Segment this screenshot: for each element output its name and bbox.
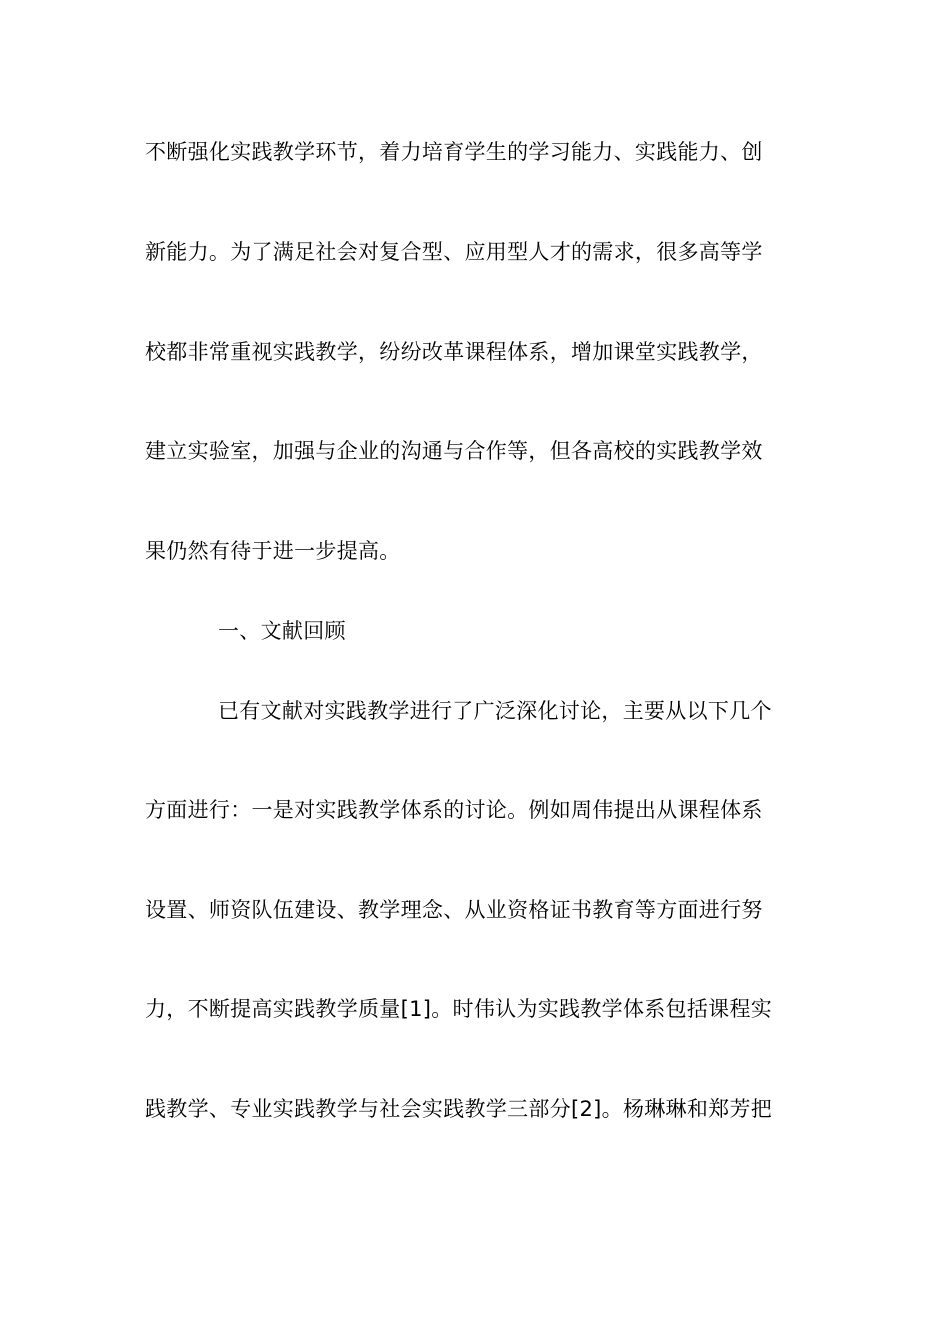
body-text-line: 校都非常重视实践教学，纷纷改革课程体系，增加课堂实践教学， xyxy=(145,340,763,364)
body-text-line: 方面进行：一是对实践教学体系的讨论。例如周伟提出从课程体系 xyxy=(145,798,763,822)
body-text-line: 力，不断提高实践教学质量[1]。时伟认为实践教学体系包括课程实 xyxy=(145,997,773,1021)
paragraph-first-line: 已有文献对实践教学进行了广泛深化讨论，主要从以下几个 xyxy=(218,699,772,723)
body-text-line: 果仍然有待于进一步提高。 xyxy=(145,539,401,563)
body-text-line: 设置、师资队伍建设、教学理念、从业资格证书教育等方面进行努 xyxy=(145,898,763,922)
body-text-line: 新能力。为了满足社会对复合型、应用型人才的需求，很多高等学 xyxy=(145,240,763,264)
body-text-line: 不断强化实践教学环节，着力培育学生的学习能力、实践能力、创 xyxy=(145,140,763,164)
body-text-line: 践教学、专业实践教学与社会实践教学三部分[2]。杨琳琳和郑芳把 xyxy=(145,1097,773,1121)
body-text-line: 建立实验室，加强与企业的沟通与合作等，但各高校的实践教学效 xyxy=(145,439,763,463)
section-heading: 一、文献回顾 xyxy=(218,619,346,643)
